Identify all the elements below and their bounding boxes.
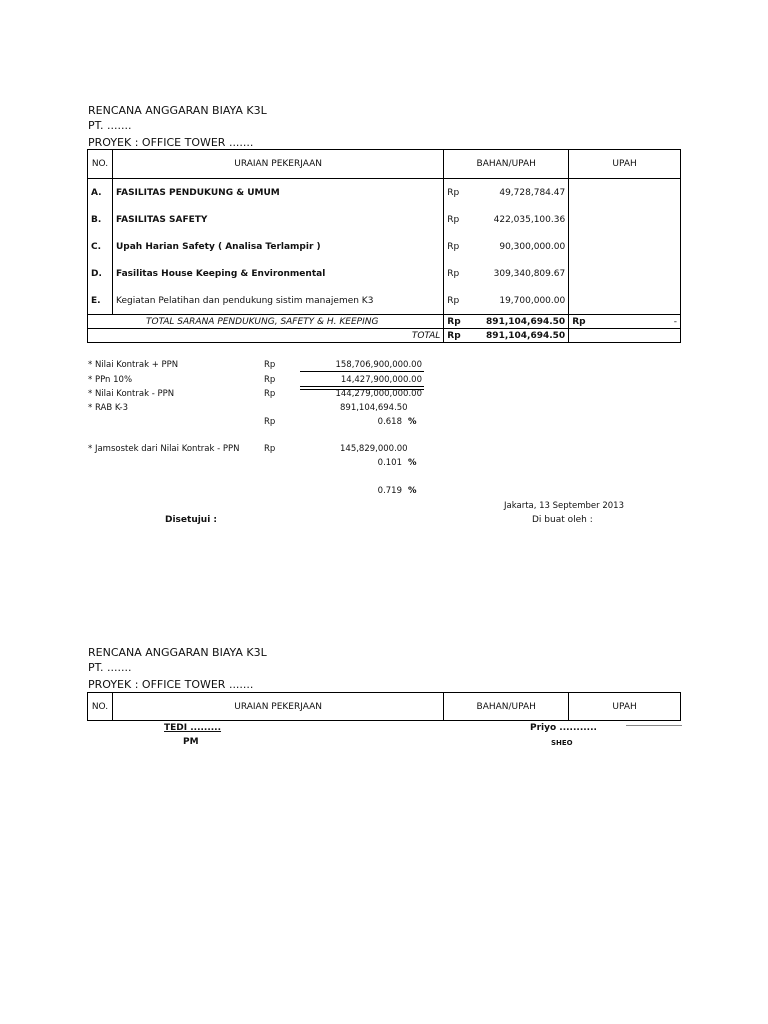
decorative-line — [626, 725, 682, 726]
row-amount: 49,728,784.47 — [470, 179, 569, 207]
row-no: E. — [88, 287, 113, 315]
row-upah — [569, 179, 681, 207]
row-amount: 90,300,000.00 — [470, 233, 569, 260]
total-upah — [569, 329, 681, 343]
total-sarana-upah — [569, 315, 681, 329]
place-date: Jakarta, 13 September 2013 — [504, 501, 624, 511]
total-sarana-upah-value: - — [673, 316, 677, 327]
header-bahan-upah: BAHAN/UPAH — [444, 693, 569, 721]
calc-rab-value: 891,104,694.50 — [340, 403, 408, 413]
calc-ppn-label: * PPn 10% — [88, 375, 133, 385]
calc-jam-currency: Rp — [264, 444, 276, 454]
calc-ppn-currency: Rp — [264, 375, 276, 385]
row-currency: Rp — [444, 287, 470, 315]
calc-nilai-ppn-value: 158,706,900,000.00 — [335, 360, 422, 370]
calc-underline — [300, 371, 424, 372]
row-upah — [569, 206, 681, 233]
row-currency: Rp — [444, 260, 470, 287]
doc-title: RENCANA ANGGARAN BIAYA K3L — [88, 104, 267, 117]
header-upah: UPAH — [569, 693, 681, 721]
budget-table-2 — [87, 692, 681, 721]
calc-nilai-min-currency: Rp — [264, 389, 276, 399]
budget-table — [87, 149, 681, 343]
header-no: NO. — [88, 693, 113, 721]
row-desc: Upah Harian Safety ( Analisa Terlampir ) — [112, 233, 443, 260]
total-currency: Rp — [444, 329, 470, 343]
signer-left-role: PM — [183, 737, 199, 747]
total-label: TOTAL — [88, 329, 444, 343]
calc-jam-value: 145,829,000.00 — [340, 444, 408, 454]
calc-ppn-value: 14,427,900,000.00 — [340, 375, 422, 385]
row-desc: Fasilitas House Keeping & Environmental — [112, 260, 443, 287]
row-desc: Kegiatan Pelatihan dan pendukung sistim manajemen K3 — [112, 287, 443, 315]
signer-left-name: TEDI ......... — [164, 723, 222, 733]
calc-rab-label: * RAB K-3 — [88, 403, 129, 413]
table-header-row — [88, 693, 681, 721]
header-no: NO. — [88, 150, 113, 179]
table-row — [88, 179, 681, 207]
row-no: B. — [88, 206, 113, 233]
row-amount: 309,340,809.67 — [470, 260, 569, 287]
calc-jam-pct-value: 0.101 — [377, 458, 402, 468]
header-uraian: URAIAN PEKERJAAN — [112, 150, 443, 179]
calc-sum-pct-value: 0.719 — [377, 486, 402, 496]
calc-nilai-min-value: 144,279,000,000.00 — [335, 389, 422, 399]
row-amount: 422,035,100.36 — [470, 206, 569, 233]
total-sarana-amount: 891,104,694.50 — [470, 315, 569, 329]
table-row — [88, 287, 681, 315]
project-line: PROYEK : OFFICE TOWER ....... — [88, 136, 254, 149]
total-sarana-upah-currency: Rp — [572, 316, 586, 327]
calc-sum-pct-unit: % — [408, 486, 417, 496]
total-sarana-row — [88, 315, 681, 329]
row-currency: Rp — [444, 233, 470, 260]
made-by-label: Di buat oleh : — [532, 515, 593, 525]
header-upah: UPAH — [569, 150, 681, 179]
calc-rab-pct-currency: Rp — [264, 417, 276, 427]
row-no: C. — [88, 233, 113, 260]
row-currency: Rp — [444, 206, 470, 233]
table-row — [88, 206, 681, 233]
row-desc: FASILITAS PENDUKUNG & UMUM — [112, 179, 443, 207]
row-desc: FASILITAS SAFETY — [112, 206, 443, 233]
table-row — [88, 260, 681, 287]
total-sarana-currency: Rp — [444, 315, 470, 329]
total-sarana-label: TOTAL SARANA PENDUKUNG, SAFETY & H. KEEPING — [88, 315, 444, 329]
approved-label: Disetujui : — [165, 515, 218, 525]
row-amount: 19,700,000.00 — [470, 287, 569, 315]
table-header-row — [88, 150, 681, 179]
calc-nilai-min-label: * Nilai Kontrak - PPN — [88, 389, 175, 399]
calc-jam-label: * Jamsostek dari Nilai Kontrak - PPN — [88, 444, 240, 454]
calc-nilai-ppn-currency: Rp — [264, 360, 276, 370]
calc-rab-pct-unit: % — [408, 417, 417, 427]
header-uraian: URAIAN PEKERJAAN — [112, 693, 443, 721]
row-no: A. — [88, 179, 113, 207]
doc2-title: RENCANA ANGGARAN BIAYA K3L — [88, 646, 267, 659]
row-upah — [569, 260, 681, 287]
company-line: PT. ....... — [88, 119, 132, 132]
signer-right-name: Priyo ........... — [530, 723, 597, 733]
doc2-company-line: PT. ....... — [88, 661, 132, 674]
row-no: D. — [88, 260, 113, 287]
calc-nilai-ppn-label: * Nilai Kontrak + PPN — [88, 360, 179, 370]
row-currency: Rp — [444, 179, 470, 207]
signer-right-role: SHEO — [551, 739, 573, 747]
total-row — [88, 329, 681, 343]
row-upah — [569, 287, 681, 315]
header-bahan-upah: BAHAN/UPAH — [444, 150, 569, 179]
table-row — [88, 233, 681, 260]
row-upah — [569, 233, 681, 260]
doc2-project-line: PROYEK : OFFICE TOWER ....... — [88, 678, 254, 691]
total-amount: 891,104,694.50 — [470, 329, 569, 343]
calc-rab-pct-value: 0.618 — [377, 417, 402, 427]
calc-jam-pct-unit: % — [408, 458, 417, 468]
